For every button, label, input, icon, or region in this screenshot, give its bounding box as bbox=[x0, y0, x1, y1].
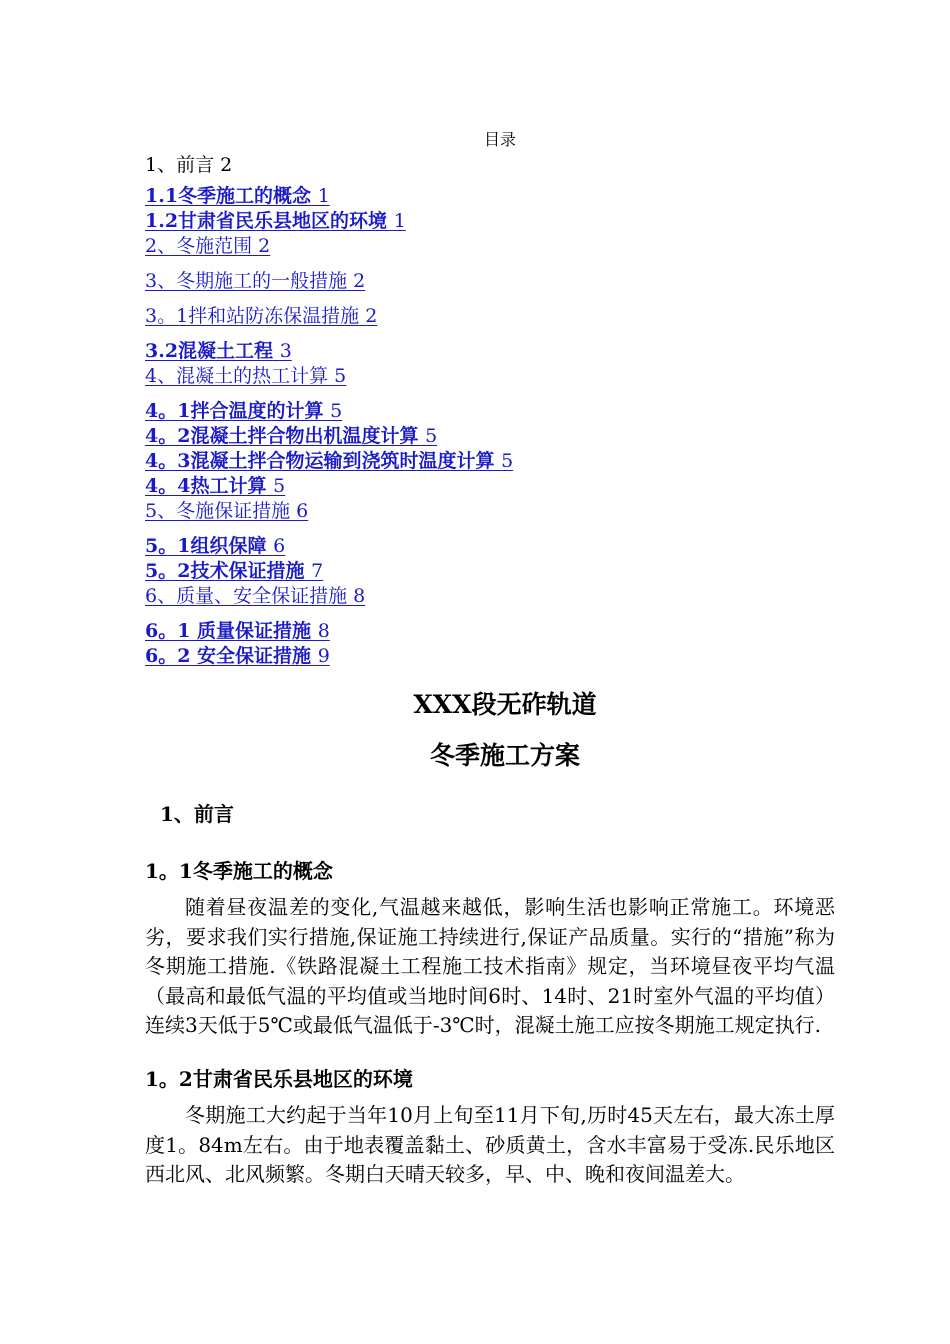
toc-link-page: 2 bbox=[365, 305, 378, 327]
toc-link-text: 5、冬施保证措施 bbox=[145, 500, 291, 522]
toc-link-page: 1 bbox=[393, 210, 406, 232]
toc-link-page: 6 bbox=[296, 500, 309, 522]
toc-link[interactable] bbox=[145, 209, 513, 234]
toc-link[interactable] bbox=[145, 184, 513, 209]
toc-link-text: 1.1冬季施工的概念 bbox=[145, 185, 312, 207]
toc-link-text: 2、冬施范围 bbox=[145, 235, 253, 257]
toc-link-text: 4。1拌合温度的计算 bbox=[145, 400, 324, 422]
section-heading-preface: 1、前言 bbox=[160, 802, 234, 826]
toc-link[interactable] bbox=[145, 534, 513, 559]
document-title-line1: XXX段无砟轨道 bbox=[413, 690, 597, 719]
toc-link-text: 4。3混凝土拌合物运输到浇筑时温度计算 bbox=[145, 450, 495, 472]
toc-link[interactable] bbox=[145, 339, 513, 364]
toc-link-page: 5 bbox=[334, 365, 347, 387]
toc-link[interactable] bbox=[145, 304, 513, 329]
toc-link-page: 8 bbox=[353, 585, 366, 607]
toc-link-text: 4。4热工计算 bbox=[145, 475, 267, 497]
toc-link[interactable] bbox=[145, 399, 513, 424]
toc-link-text: 6、质量、安全保证措施 bbox=[145, 585, 348, 607]
toc-link[interactable] bbox=[145, 269, 513, 294]
toc-item-page: 2 bbox=[220, 154, 233, 176]
toc-link-page: 7 bbox=[311, 560, 324, 582]
toc-link-page: 5 bbox=[501, 450, 514, 472]
toc-heading: 目录 bbox=[483, 130, 516, 149]
toc-link-page: 5 bbox=[330, 400, 343, 422]
toc-link-page: 6 bbox=[273, 535, 286, 557]
paragraph-minle-environment: 冬期施工大约起于当年10月上旬至11月下旬,历时45天左右，最大冻土厚度1。84m左右。由于地表覆盖黏土、砂质黄土，含水丰富易于受冻.民乐地区西北风、北风频繁。冬期白天晴天较多，早、中、晚和夜间温差大。 bbox=[145, 1103, 835, 1186]
toc-link-page: 2 bbox=[258, 235, 271, 257]
toc-link-text: 5。2技术保证措施 bbox=[145, 560, 305, 582]
toc-link-page: 2 bbox=[353, 270, 366, 292]
section-heading-winter-construction-concept: 1。1冬季施工的概念 bbox=[145, 859, 333, 883]
toc-link-text: 3。1拌和站防冻保温措施 bbox=[145, 305, 360, 327]
toc-link-text: 5。1组织保障 bbox=[145, 535, 267, 557]
toc-link-page: 5 bbox=[425, 425, 438, 447]
toc-link-text: 3.2混凝土工程 bbox=[145, 340, 274, 362]
toc-list bbox=[145, 184, 513, 669]
toc-link[interactable] bbox=[145, 474, 513, 499]
paragraph-winter-construction-concept: 随着昼夜温差的变化,气温越来越低，影响生活也影响正常施工。环境恶劣，要求我们实行措施,保证施工持续进行,保证产品质量。实行的“措施”称为冬期施工措施.《铁路混凝土工程施工技术指南》规定，当环境昼夜平均气温（最高和最低气温的平均值或当地时间6时、14时、21时室外气温的平均值）连续3天低于5℃或最低气温低于-3℃时，混凝土施工应按冬期施工规定执行. bbox=[145, 895, 835, 1037]
toc-link-page: 9 bbox=[317, 645, 330, 667]
toc-link-text: 4。2混凝土拌合物出机温度计算 bbox=[145, 425, 419, 447]
toc-link-text: 6。2 安全保证措施 bbox=[145, 645, 312, 667]
toc-link[interactable] bbox=[145, 499, 513, 524]
toc-link-page: 8 bbox=[317, 620, 330, 642]
toc-item-text: 1、前言 bbox=[145, 154, 215, 176]
toc-link[interactable] bbox=[145, 559, 513, 584]
toc-link-page: 1 bbox=[317, 185, 330, 207]
toc-link-text: 1.2甘肃省民乐县地区的环境 bbox=[145, 210, 388, 232]
toc-link[interactable] bbox=[145, 644, 513, 669]
toc-link[interactable] bbox=[145, 234, 513, 259]
toc-link-page: 3 bbox=[279, 340, 292, 362]
toc-link-text: 4、混凝土的热工计算 bbox=[145, 365, 329, 387]
toc-link[interactable] bbox=[145, 619, 513, 644]
toc-link[interactable] bbox=[145, 364, 513, 389]
toc-link-page: 5 bbox=[273, 475, 286, 497]
document-title-line2: 冬季施工方案 bbox=[429, 741, 580, 770]
toc-link[interactable] bbox=[145, 584, 513, 609]
toc-link[interactable] bbox=[145, 424, 513, 449]
toc-link[interactable] bbox=[145, 449, 513, 474]
toc-link-text: 6。1 质量保证措施 bbox=[145, 620, 312, 642]
section-heading-minle-environment: 1。2甘肃省民乐县地区的环境 bbox=[145, 1067, 413, 1091]
toc-item-preface bbox=[145, 150, 232, 177]
toc-link-text: 3、冬期施工的一般措施 bbox=[145, 270, 348, 292]
